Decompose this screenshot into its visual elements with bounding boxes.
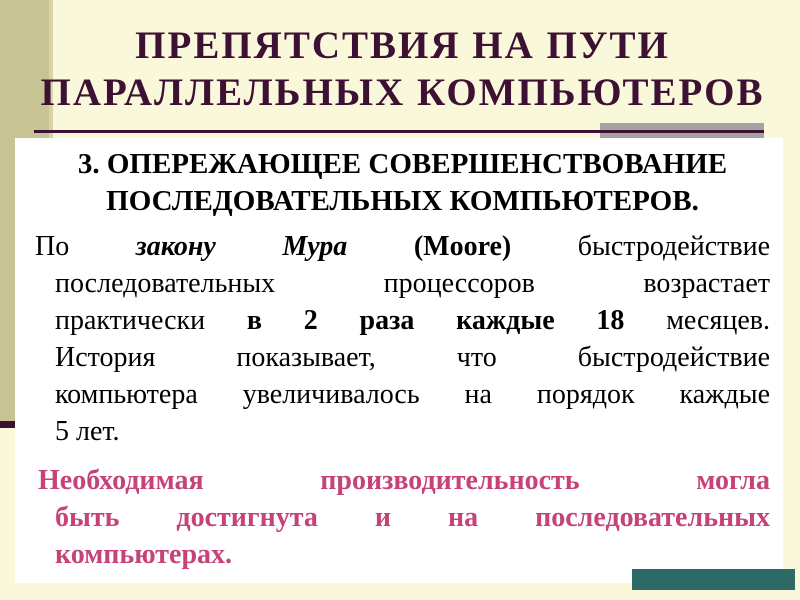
moore-law-paragraph (35, 228, 770, 450)
text-segment: По (35, 231, 70, 262)
title-underline-rule (34, 130, 764, 133)
bottom-right-teal-accent-bar (632, 569, 795, 590)
text-segment-bold-italic: закону Мура (135, 231, 348, 262)
conclusion-line-1: Необходимая производительность могла (38, 465, 770, 496)
slide-title (30, 22, 775, 116)
slide-title-line-1: ПРЕПЯТСТВИЯ НА ПУТИ (135, 24, 670, 67)
moore-paragraph-line-4: История показывает, что быстродействие (55, 342, 770, 373)
section-heading-line-2: ПОСЛЕДОВАТЕЛЬНЫХ КОМПЬЮТЕРОВ. (106, 185, 699, 217)
conclusion-line-3: компьютерах. (55, 539, 233, 570)
text-segment-bold: (Moore) (413, 231, 512, 262)
moore-paragraph-line-2: последовательных процессоров возрастает (55, 268, 770, 299)
section-heading (35, 146, 770, 220)
moore-paragraph-line-5: компьютера увеличивалось на порядок каждые (55, 379, 770, 410)
text-segment: месяцев. (666, 305, 770, 336)
text-segment: практически (55, 305, 206, 336)
text-segment-bold: в 2 раза каждые 18 (246, 305, 625, 336)
section-heading-line-1: 3. ОПЕРЕЖАЮЩЕЕ СОВЕРШЕНСТВОВАНИЕ (77, 148, 728, 180)
moore-paragraph-line-6: 5 лет. (55, 416, 120, 447)
moore-paragraph-line-3 (55, 302, 770, 339)
moore-paragraph-line-1 (35, 228, 770, 265)
text-segment: быстродействие (577, 231, 770, 262)
conclusion-paragraph (38, 462, 770, 573)
slide-title-line-2: ПАРАЛЛЕЛЬНЫХ КОМПЬЮТЕРОВ (40, 71, 765, 114)
conclusion-line-2: быть достигнута и на последовательных (55, 502, 770, 533)
